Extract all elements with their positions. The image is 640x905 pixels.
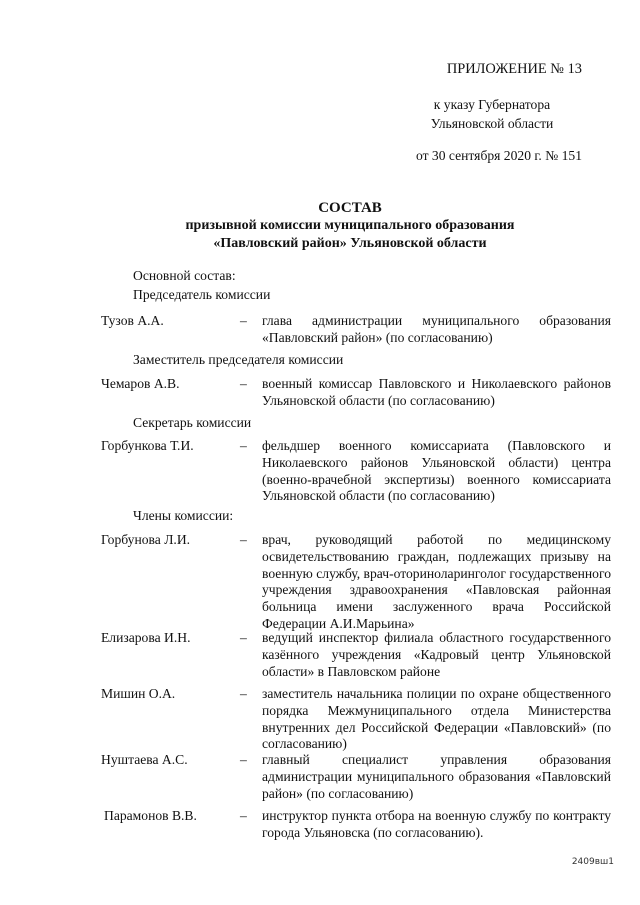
person-description: глава администрации муниципального образования «Павловский район» (по согласованию): [262, 313, 611, 345]
dash: –: [240, 752, 247, 767]
person-description: ведущий инспектор филиала областного государственного казённого учреждения «Кадровый центр Ульяновской области» в Павловском районе: [262, 630, 611, 679]
annex-number: ПРИЛОЖЕНИЕ № 13: [446, 61, 582, 77]
subtitle-text: призывной комиссии муниципального образования «Павловский район» Ульяновской области: [185, 218, 515, 251]
footer-code: 2409вш1: [571, 857, 614, 867]
person-description: заместитель начальника полиции по охране общественного порядка Межмуниципального отдела Министерства внутренних дел Российской Федерации «Павловский» (по согласованию): [262, 686, 611, 752]
dash: –: [240, 808, 247, 823]
section-chair: Председатель комиссии: [133, 287, 271, 302]
person-name: Мишин О.А.: [101, 686, 176, 701]
document-title: СОСТАВ: [318, 200, 382, 216]
person-description: фельдшер военного комиссариата (Павловского и Николаевского районов Ульяновской области) центра (военно-врачебной экспертизы) военного комиссариата Ульяновской области (по согласованию): [262, 438, 611, 504]
person-description: военный комиссар Павловского и Николаевского районов Ульяновской области (по согласованию): [262, 376, 611, 408]
person-name: Горбункова Т.И.: [101, 438, 194, 453]
decree-date: от 30 сентября 2020 г. № 151: [415, 148, 582, 163]
dash: –: [240, 686, 247, 701]
person-name: Парамонов В.В.: [104, 808, 197, 823]
dash: –: [240, 313, 247, 328]
section-deputy: Заместитель председателя комиссии: [133, 352, 344, 367]
person-description: инструктор пункта отбора на военную службу по контракту города Ульяновска (по согласованию).: [262, 808, 611, 840]
dash: –: [240, 532, 247, 547]
section-main: Основной состав:: [133, 268, 236, 283]
person-name: Елизарова И.Н.: [101, 630, 191, 645]
dash: –: [240, 630, 247, 645]
person-description: врач, руководящий работой по медицинскому освидетельствованию граждан, подлежащих призыву на военную службу, врач-оториноларинголог государственного учреждения здравоохранения «Павловская районная больница имени заслуженного врача Российской Федерации А.И.Марьина»: [262, 532, 611, 631]
document-subtitle: [0, 217, 640, 253]
section-members: Члены комиссии:: [133, 508, 234, 523]
person-name: Нуштаева А.С.: [101, 752, 188, 767]
person-name: Тузов А.А.: [101, 313, 164, 328]
decree-reference: к указу Губернатора Ульяновской области: [430, 97, 554, 131]
dash: –: [240, 376, 247, 391]
person-name: Горбунова Л.И.: [101, 532, 191, 547]
section-secretary: Секретарь комиссии: [133, 415, 252, 430]
dash: –: [240, 438, 247, 453]
person-description: главный специалист управления образования администрации муниципального образования «Павловский район» (по согласованию): [262, 752, 611, 801]
person-name: Чемаров А.В.: [101, 376, 180, 391]
